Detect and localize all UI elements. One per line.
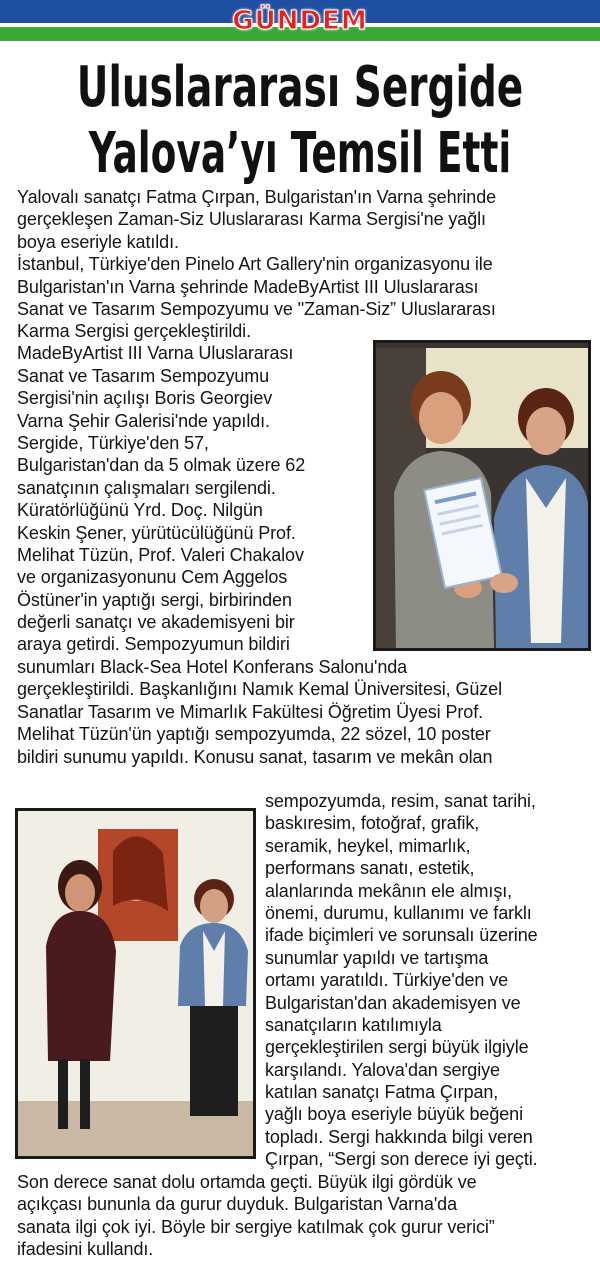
article-line: ve organizasyonunu Cem Aggelos (17, 567, 288, 588)
painting-photo (15, 808, 256, 1159)
article-line: karşılandı. Yalova'dan sergiye (265, 1059, 500, 1080)
article-line: gerçekleştirilen sergi büyük ilgiyle (265, 1037, 529, 1058)
article-line: Yalovalı sanatçı Fatma Çırpan, Bulgaristan'ın Varna şehrinde (17, 187, 497, 207)
article-line: Sergide, Türkiye'den 57, (17, 432, 209, 453)
article-line: MadeByArtist III Varna Uluslararası (17, 343, 294, 364)
two-women-beside-painting-icon (18, 811, 253, 1156)
article-line: Son derece sanat dolu ortamda geçti. Büyük ilgi gördük ve (17, 1172, 477, 1192)
article-line: ifade biçimleri ve sorunsalı üzerine (265, 925, 538, 946)
article-line: katılan sanatçı Fatma Çırpan, (265, 1082, 499, 1103)
article-line: sunumlar yapıldı ve tartışma (265, 947, 489, 968)
article-line: sempozyumda, resim, sanat tarihi, (265, 791, 536, 811)
headline-line-1: Uluslararası Sergide (76, 54, 524, 120)
article-line: bildiri sunumu yapıldı. Konusu sanat, tasarım ve mekân olan (17, 746, 493, 767)
article-line: Sanat ve Tasarım Sempozyumu (17, 365, 270, 386)
article-line: Bulgaristan'dan da 5 olmak üzere 62 (17, 455, 306, 476)
two-women-holding-certificate-icon (376, 343, 588, 648)
article-line: sunumları Black-Sea Hotel Konferans Salonu'nda (17, 657, 408, 677)
article-line: Çırpan, “Sergi son derece iyi geçti. (265, 1149, 538, 1170)
article-top-block (17, 186, 496, 320)
article-line: performans sanatı, estetik, (265, 858, 475, 879)
article-line: gerçekleşen Zaman-Siz Uluslararası Karma Sergisi'ne yağlı (17, 209, 486, 230)
article-line: Östüner'in yaptığı sergi, birbirinden (17, 589, 292, 610)
article-line: Bulgaristan'dan akademisyen ve (265, 992, 521, 1013)
article-line: sanatçıların katılımıyla (265, 1014, 442, 1035)
article-line: önemi, durumu, kullanımı ve farklı (265, 902, 532, 923)
article-line: alanlarında mekânın ele almışı, (265, 880, 513, 901)
section-banner (0, 0, 600, 50)
article-line: Varna Şehir Galerisi'nde yapıldı. (17, 410, 270, 431)
article-mid-block (17, 656, 502, 768)
article-line: Keskin Şener, yürütücülüğünü Prof. (17, 522, 296, 543)
article-line: baskıresim, fotoğraf, grafik, (265, 813, 480, 834)
article-line: Sergisi'nin açılışı Boris Georgiev (17, 388, 273, 409)
article-line: Karma Sergisi gerçekleştirildi. (17, 321, 251, 341)
article-line: sanata ilgi çok iyi. Böyle bir sergiye katılmak çok gurur verici” (17, 1216, 495, 1237)
article-right-block (265, 790, 538, 1171)
article-line: İstanbul, Türkiye'den Pinelo Art Gallery'nin organizasyonu ile (17, 254, 493, 275)
article-line: sanatçının çalışmaları sergilendi. (17, 477, 276, 498)
article-line: açıkçası bununla da gurur duyduk. Bulgaristan Varna'da (17, 1194, 457, 1215)
article-line: değerli sanatçı ve akademisyeni bir (17, 612, 295, 633)
article-line: yağlı boya eseriyle büyük beğeni (265, 1104, 523, 1125)
article-line: Sanatlar Tasarım ve Mimarlık Fakültesi Öğretim Üyesi Prof. (17, 701, 483, 722)
article-left-block (17, 320, 305, 656)
article-line: ifadesini kullandı. (17, 1239, 154, 1260)
article-line: seramik, heykel, mimarlık, (265, 835, 471, 856)
article-line: Sanat ve Tasarım Sempozyumu ve "Zaman-Siz” Uluslararası (17, 298, 496, 319)
article-line: araya getirdi. Sempozyumun bildiri (17, 634, 290, 655)
article-line: Melihat Tüzün, Prof. Valeri Chakalov (17, 544, 304, 565)
section-label: GÜNDEM (232, 6, 368, 36)
article-line: ortamı yaratıldı. Türkiye'den ve (265, 970, 509, 991)
article-bottom-block (17, 1171, 495, 1261)
article-line: topladı. Sergi hakkında bilgi veren (265, 1126, 533, 1147)
article-line: Melihat Tüzün'ün yaptığı sempozyumda, 22 sözel, 10 poster (17, 724, 491, 745)
article-line: Bulgaristan'ın Varna şehrinde MadeByArtist III Uluslararası (17, 276, 479, 297)
article-line: boya eseriyle katıldı. (17, 231, 179, 252)
certificate-photo (373, 340, 591, 651)
headline-line-2: Yalova’yı Temsil Etti (88, 120, 512, 186)
article-line: Küratörlüğünü Yrd. Doç. Nilgün (17, 500, 263, 521)
article-line: gerçekleştirildi. Başkanlığını Namık Kemal Üniversitesi, Güzel (17, 679, 502, 700)
